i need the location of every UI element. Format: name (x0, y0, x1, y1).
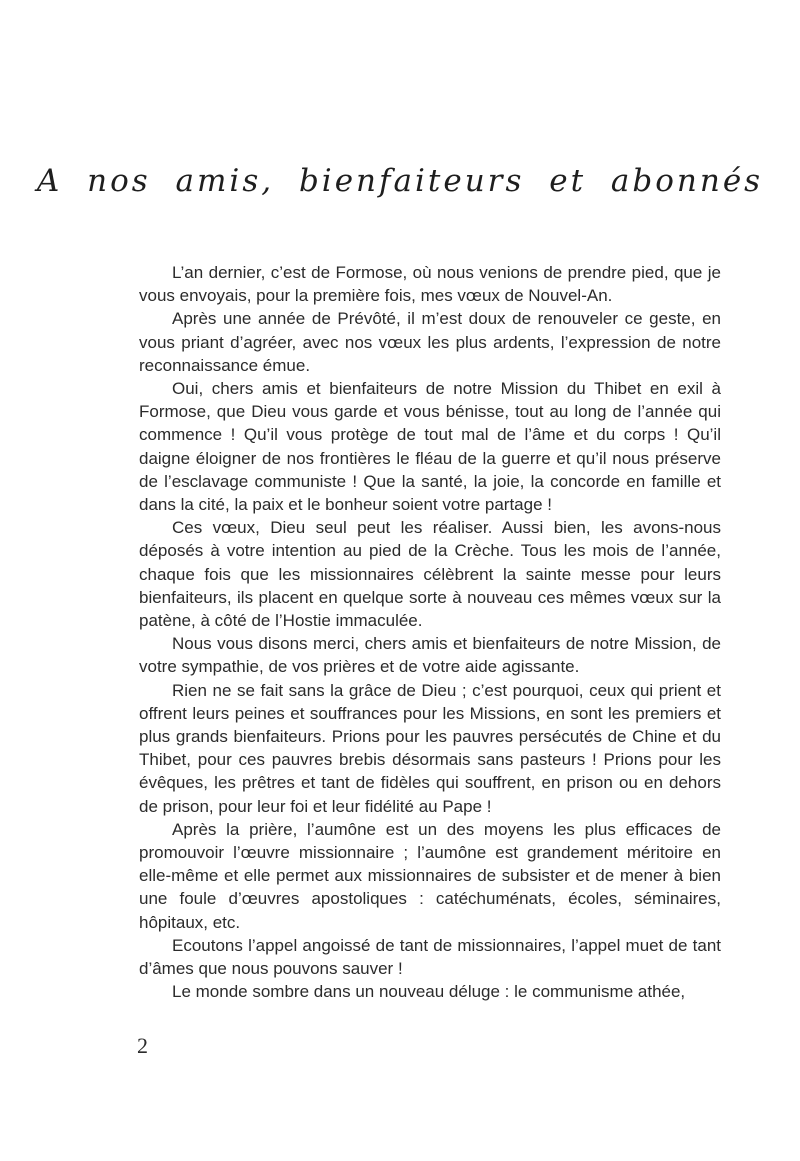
paragraph: L’an dernier, c’est de Formose, où nous venions de prendre pied, que je vous envoyais, pour la première fois, mes vœux de Nouvel-An. (139, 263, 721, 306)
paragraph: Le monde sombre dans un nouveau déluge : le communisme athée, (172, 982, 686, 1002)
paragraph: Après une année de Prévôté, il m’est doux de renouveler ce geste, en vous priant d’agréer, avec nos vœux les plus ardents, l’expression de notre reconnaissance émue. (139, 309, 721, 375)
paragraph: Ecoutons l’appel angoissé de tant de missionnaires, l’appel muet de tant d’âmes que nous pouvons sauver ! (139, 935, 721, 979)
paragraph: Oui, chers amis et bienfaiteurs de notre Mission du Thibet en exil à Formose, que Dieu vous garde et vous bénisse, tout au long de l’année qui commence ! Qu’il vous protège de tout mal de l’âme et du corps ! Qu’il daigne éloigner de nos frontières le fléau de la guerre et qu’il nous préserve de l’esclavage communiste ! Que la santé, la joie, la concorde en famille et dans la cité, la paix et le bonheur soient votre partage ! (139, 379, 721, 515)
paragraph: Ces vœux, Dieu seul peut les réaliser. Aussi bien, les avons-nous déposés à votre intention au pied de la Crèche. Tous les mois de l’année, chaque fois que les missionnaires célèbrent la sainte messe pour leurs bienfaiteurs, ils placent en quelque sorte à nouveau ces mêmes vœux sur la patène, à côté de l’Hostie immaculée. (139, 518, 721, 631)
paragraph: Après la prière, l’aumône est un des moyens les plus efficaces de promouvoir l’œuvre missionnaire ; l’aumône est grandement méritoire en elle-même et elle permet aux missionnaires de subsister et de mener à bien une foule d’œuvres apostoliques : catéchuménats, écoles, séminaires, hôpitaux, etc. (139, 819, 721, 932)
letter-body (139, 261, 721, 1004)
paragraph: Rien ne se fait sans la grâce de Dieu ; c’est pourquoi, ceux qui prient et offrent leurs peines et souffrances pour les Missions, en sont les premiers et plus grands bienfaiteurs. Prions pour les pauvres persécutés de Chine et du Thibet, pour ces pauvres brebis désormais sans pasteurs ! Prions pour les évêques, les prêtres et tant de fidèles qui souffrent, en prison ou en dehors de prison, pour leur foi et leur fidélité au Pape ! (139, 680, 721, 816)
paragraph: Nous vous disons merci, chers amis et bienfaiteurs de notre Mission, de votre sympathie, de vos prières et de votre aide agissante. (139, 634, 721, 677)
page-title: A nos amis, bienfaiteurs et abonnés (36, 163, 764, 199)
page-number: 2 (137, 1033, 148, 1058)
